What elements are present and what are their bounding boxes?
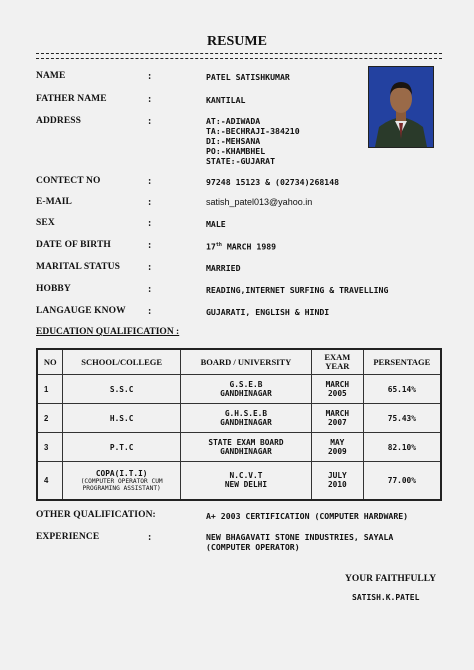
row-number: 3 <box>37 433 63 462</box>
language-label: LANGAUGE KNOW <box>36 306 126 316</box>
year-cell <box>311 404 363 433</box>
board-line: NEW DELHI <box>224 480 268 490</box>
year-cell <box>311 433 363 462</box>
signature-name: SATISH.K.PATEL <box>352 593 420 602</box>
address-line: PO:-KHAMBHEL <box>206 146 266 156</box>
experience-line: NEW BHAGAVATI STONE INDUSTRIES, SAYALA <box>206 532 394 542</box>
board-line: STATE EXAM BOARD <box>208 438 284 447</box>
address-line: TA:-BECHRAJI-384210 <box>206 126 300 136</box>
school-cell <box>63 462 181 500</box>
colon: : <box>148 176 152 187</box>
contact-value: 97248 15123 & (02734)268148 <box>206 177 340 187</box>
column-header: BOARD / UNIVERSITY <box>180 349 311 375</box>
address-line: AT:-ADIWADA <box>206 116 261 126</box>
name-label: NAME <box>36 71 66 81</box>
percentage-cell: 82.10% <box>363 433 441 462</box>
experience-label: EXPERIENCE <box>36 532 100 542</box>
sex-label: SEX <box>36 218 55 228</box>
table-header-row <box>37 349 441 375</box>
year-line: 2009 <box>327 447 347 456</box>
dob-label: DATE OF BIRTH <box>36 240 111 250</box>
percentage-cell: 75.43% <box>363 404 441 433</box>
table-row <box>37 375 441 404</box>
board-line: N.C.V.T <box>229 471 263 481</box>
year-cell <box>311 375 363 404</box>
school-cell: H.S.C <box>63 404 181 433</box>
board-cell <box>180 375 311 404</box>
year-line: 2007 <box>327 418 347 427</box>
marital-status-label: MARITAL STATUS <box>36 262 121 272</box>
language-value: GUJARATI, ENGLISH & HINDI <box>206 307 330 317</box>
education-table <box>36 348 442 501</box>
board-cell <box>180 433 311 462</box>
title-divider <box>36 53 442 59</box>
address-value <box>206 116 300 166</box>
table-row <box>37 404 441 433</box>
colon: : <box>148 532 152 543</box>
board-line: GANDHINAGAR <box>220 389 272 398</box>
address-line: STATE:-GUJARAT <box>206 156 276 166</box>
contact-label: CONTECT NO <box>36 176 101 186</box>
experience-value <box>206 532 393 552</box>
board-cell <box>180 462 311 500</box>
percentage-cell: 65.14% <box>363 375 441 404</box>
row-number: 1 <box>37 375 63 404</box>
name-value: PATEL SATISHKUMAR <box>206 72 290 82</box>
row-number: 4 <box>37 462 63 500</box>
column-header: NO <box>37 349 63 375</box>
school-description: (COMPUTER OPERATOR CUM PROGRAMING ASSISTANT) <box>80 477 163 492</box>
table-row <box>37 433 441 462</box>
father-name-value: KANTILAL <box>206 95 246 105</box>
marital-status-value: MARRIED <box>206 263 241 273</box>
board-cell <box>180 404 311 433</box>
year-line: MAY <box>330 438 345 447</box>
email-value: satish_patel013@yahoo.in <box>206 197 313 207</box>
colon: : <box>148 94 152 105</box>
colon: : <box>148 71 152 82</box>
colon: : <box>148 116 152 127</box>
dob-suffix: th <box>215 242 222 248</box>
other-qualification-label: OTHER QUALIFICATION: <box>36 510 156 520</box>
colon: : <box>148 306 152 317</box>
dob-month-year: MARCH 1989 <box>221 241 277 252</box>
profile-photo <box>368 66 434 148</box>
colon: : <box>148 197 152 208</box>
sex-value: MALE <box>206 219 226 229</box>
year-cell <box>311 462 363 500</box>
address-line: DI:-MEHSANA <box>206 136 261 146</box>
page-title: RESUME <box>207 34 267 49</box>
experience-line: (COMPUTER OPERATOR) <box>206 542 300 552</box>
board-line: GANDHINAGAR <box>220 447 272 456</box>
year-line: JULY <box>327 471 347 481</box>
colon: : <box>148 240 152 251</box>
year-line: MARCH <box>325 409 350 418</box>
board-line: G.S.E.B <box>229 380 263 389</box>
dob-day: 17 <box>206 241 216 252</box>
hobby-value: READING,INTERNET SURFING & TRAVELLING <box>206 285 389 295</box>
father-name-label: FATHER NAME <box>36 94 107 104</box>
column-header: PERSENTAGE <box>363 349 441 375</box>
school-cell: S.S.C <box>63 375 181 404</box>
colon: : <box>148 284 152 295</box>
email-label: E-MAIL <box>36 197 72 207</box>
dob-value <box>206 240 276 252</box>
school-cell: P.T.C <box>63 433 181 462</box>
closing-salutation: YOUR FAITHFULLY <box>345 574 437 584</box>
row-number: 2 <box>37 404 63 433</box>
address-label: ADDRESS <box>36 116 82 126</box>
other-qualification-value: A+ 2003 CERTIFICATION (COMPUTER HARDWARE) <box>206 511 409 521</box>
board-line: G.H.S.E.B <box>224 409 268 418</box>
education-heading: EDUCATION QUALIFICATION : <box>36 327 180 337</box>
column-header: EXAM YEAR <box>311 349 363 375</box>
year-line: 2010 <box>327 480 347 490</box>
year-line: MARCH <box>325 380 350 389</box>
table-row <box>37 462 441 500</box>
percentage-cell: 77.00% <box>363 462 441 500</box>
school-name: COPA(I.T.I) <box>95 468 148 478</box>
person-photo-icon <box>369 67 433 147</box>
year-line: 2005 <box>327 389 347 398</box>
colon: : <box>148 262 152 273</box>
board-line: GANDHINAGAR <box>220 418 272 427</box>
column-header: SCHOOL/COLLEGE <box>63 349 181 375</box>
hobby-label: HOBBY <box>36 284 71 294</box>
colon: : <box>148 218 152 229</box>
